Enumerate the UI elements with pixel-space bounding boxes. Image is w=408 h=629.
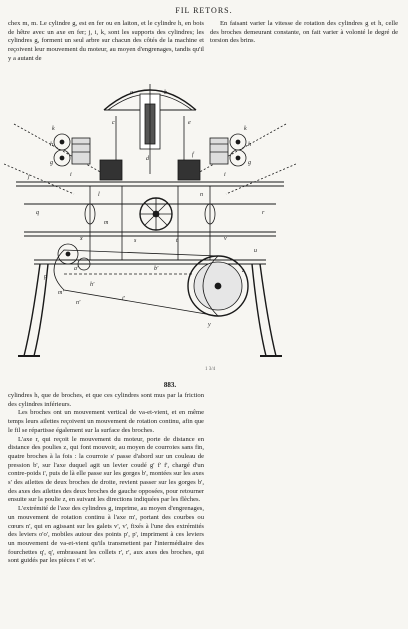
label: c	[112, 120, 115, 126]
label: z	[242, 268, 245, 274]
drawing-cylinders-right	[210, 134, 246, 166]
main-frame	[16, 182, 284, 264]
label: n'	[76, 300, 81, 306]
label: k	[52, 126, 55, 132]
label: p	[44, 274, 47, 280]
label: b	[164, 90, 167, 96]
label: l	[98, 192, 100, 198]
machine-figure	[4, 64, 296, 368]
paragraph: L'axe r, qui reçoit le mouvement du moteur, porte de distance en distance des poulies z, qui font mouvoir, au moyen de courroies sans fin, quatre broches à la fois : la courroie s' passe d'abord sur un couleau de pression b', sur l'axe duquel agit un levier coudé g' f' f', chargé d'un contre-poids i', puis de là elle passe sur les gorges b', montées sur les axes s' des ailettes de deux broches de droite, revient passer sur les gorges b', des axes des ailettes des deux broches de gauche opposées, pour retourner ensuite sur la poulie z, en suivant les directions indiquées par les flèches.	[8, 435, 204, 504]
label: y	[208, 322, 211, 328]
label: g	[248, 160, 251, 166]
label: e	[188, 120, 191, 126]
label: a	[130, 90, 133, 96]
scan-mark: 1 3/4	[205, 367, 216, 372]
label: s	[134, 238, 137, 244]
gear-box-left	[100, 160, 122, 180]
label: h	[50, 142, 53, 148]
frame-legs	[18, 264, 282, 356]
page-header: FIL RETORS.	[175, 6, 233, 15]
label: g	[50, 160, 53, 166]
paragraph: L'extrémité de l'axe des cylindres g, imprime, au moyen d'engrenages, un mouvement de rotation continu à l'axe m', portant des courbes ou cœurs n', qui en agissant sur les galets v', v', fixés à l'une des extrémités des leviers o'o', mobiles autour des points p', p', impriment à ces leviers un mouvement de va-et-vient qu'ils transmettent par l'intermédiaire des fourchettes q', q', embrassant les collets r', r', aux axes des broches, qui sont guidés par les pièces t' et w'.	[8, 505, 204, 565]
label: u	[254, 248, 257, 254]
label: m	[104, 220, 109, 226]
label: r	[262, 210, 265, 216]
label: n	[200, 192, 203, 198]
paragraph: Les broches ont un mouvement vertical de va-et-vient, et en même temps leurs ailettes reçoivent un mouvement de rotation continu, afin que le fil se répartisse également sur la surface des broches.	[8, 409, 204, 434]
label: b'	[154, 266, 159, 272]
gear-box-right	[178, 160, 200, 180]
hand-wheel	[140, 198, 172, 230]
figure-number: 883.	[163, 381, 177, 389]
label: d	[146, 156, 149, 162]
label: i'	[122, 296, 125, 302]
drive-pulley	[188, 256, 248, 316]
label: h	[248, 142, 251, 148]
text-column-top-left	[8, 20, 204, 64]
label: x	[80, 236, 83, 242]
paragraph: En faisant varier la vitesse de rotation des cylindres g et h, celle des broches demeurant constante, on fait varier à volonté le degré de torsion des brins.	[210, 20, 398, 45]
text-column-bottom-left	[8, 392, 204, 566]
label: m'	[58, 290, 64, 296]
paragraph: chex m, m. Le cylindre g, est en fer ou en laiton, et le cylindre h, en bois de hêtre avec un axe en fer; j, i, k, sont les supports des cylindres; les cylindres g, forment un seul arbre sur chacun des côtés de la machine et reçoivent leur mouvement du moteur, au moyen d'engrenages, tandis qu'il y a autant de	[8, 20, 204, 62]
label: h'	[90, 282, 95, 288]
label: i	[224, 172, 226, 178]
text-column-top-right	[210, 20, 398, 46]
label: j	[28, 174, 30, 180]
label: t	[176, 238, 178, 244]
label: q	[36, 210, 39, 216]
label: v	[224, 236, 227, 242]
label: a'	[74, 266, 79, 272]
drawing-cylinders-left	[54, 134, 90, 166]
paragraph: cylindres h, que de broches, et que ces cylindres sont mus par la friction des cylindres inférieurs.	[8, 392, 204, 408]
label: i	[70, 172, 72, 178]
label: k	[244, 126, 247, 132]
label: f	[192, 152, 194, 158]
